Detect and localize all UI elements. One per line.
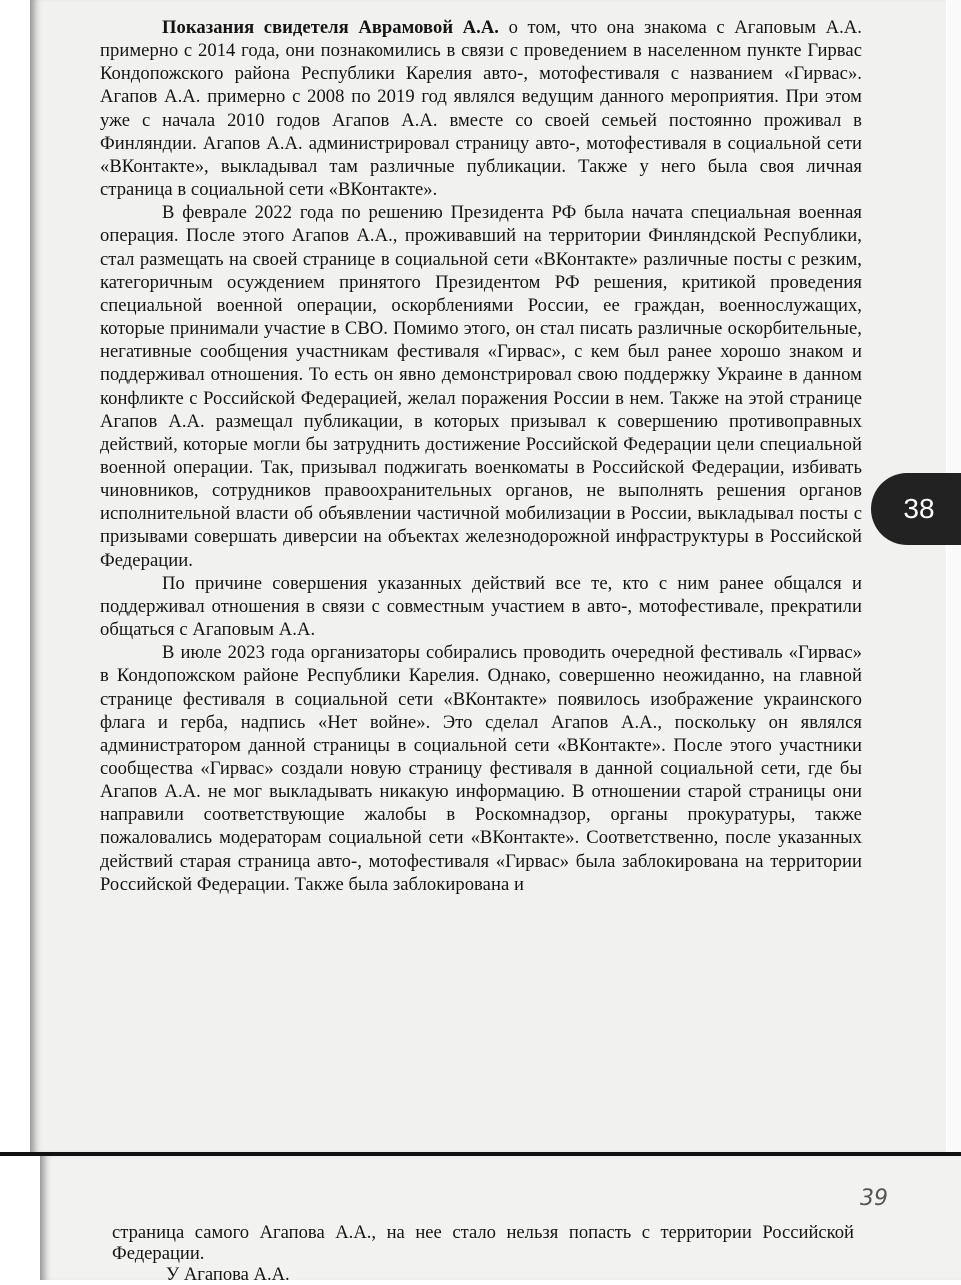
page-edge: [947, 0, 961, 1152]
handwritten-page-number: 39: [860, 1186, 888, 1211]
paragraph-heading: Показания свидетеля Аврамовой А.А.: [162, 17, 500, 38]
paragraph-february-2022: В феврале 2022 года по решению Президента РФ была начата специальная военная операция. После этого Агапов А.А., проживавший на территории Финляндской Республики, стал размещать на своей странице в социальной сети «ВКонтакте» различные посты с резким, категоричным осуждением принятого Президентом РФ решения, критикой проведения специальной военной операции, оскорблениями России, ее граждан, военнослужащих, которые принимали участие в СВО. Помимо этого, он стал писать различные оскорбительные, негативные сообщения участникам фестиваля «Гирвас», с кем был ранее хорошо знаком и поддерживал отношения. То есть он явно демонстрировал свою поддержку Украине в данном конфликте с Российской Федерацией, желал поражения России в нем. Также на этой странице Агапов А.А. размещал публикации, в которых призывал к совершению противоправных действий, которые могли бы затруднить достижение Российской Федерации цели специальной военной операции. Так, призывал поджигать военкоматы в Российской Федерации, избивать чиновников, сотрудников правоохранительных органов, не выполнять решения органов исполнительной власти об объявлении частичной мобилизации в России, выкладывал посты с призывами совершать диверсии на объектах железнодорожной инфраструктуры в Российской Федерации.: [100, 202, 862, 571]
paragraph-body: о том, что она знакома с Агаповым А.А. примерно с 2014 года, они познакомились в связи с проведением в населенном пункте Гирвас Кондопожского района Республики Карелия авто-, мотофестиваля с названием «Гирвас». Агапов А.А. примерно с 2008 по 2019 год являлся ведущим данного мероприятия. При этом уже с начала 2010 годов Агапов А.А. вместе со своей семьей постоянно проживал в Финляндии. Агапов А.А. администрировал страницу авто-, мотофестиваля в социальной сети «ВКонтакте», выкладывал там различные публикации. Также у него была своя личная страница в социальной сети «ВКонтакте».: [100, 17, 862, 201]
paragraph-july-2023: В июле 2023 года организаторы собирались проводить очередной фестиваль «Гирвас» в Кондопожском районе Республики Карелия. Однако, совершенно неожиданно, на главной странице фестиваля в социальной сети «ВКонтакте» появилось изображение украинского флага и герба, надпись «Нет войне». Это сделал Агапов А.А., поскольку он являлся администратором данной страницы в социальной сети «ВКонтакте». После этого участники сообщества «Гирвас» создали новую страницу фестиваля в данной социальной сети, где бы Агапов А.А. не мог выкладывать никакую информацию. В отношении старой страницы они направили соответствующие жалобы в Роскомнадзор, органы прокуратуры, также пожаловались модераторам социальной сети «ВКонтакте». Соответственно, после указанных действий старая страница авто-, мотофестиваля «Гирвас» была заблокирована на территории Российской Федерации. Также была заблокирована и: [100, 642, 862, 895]
page-counter-badge[interactable]: 38: [871, 473, 961, 545]
paragraph-testimony-intro: [100, 16, 862, 201]
paragraph-continuation: страница самого Агапова А.А., на нее стало нельзя попасть с территории Российской Федерации.: [112, 1222, 854, 1264]
page-38-text: [100, 16, 862, 896]
paragraph-partial: У Агапова А.А.: [166, 1264, 290, 1285]
paragraph-stopped-communicating: По причине совершения указанных действий все те, кто с ним ранее общался и поддерживал отношения в связи с совместным участием в авто-, мотофестивале, прекратили общаться с Агаповым А.А.: [100, 572, 862, 641]
page-39-text: [112, 1222, 854, 1285]
